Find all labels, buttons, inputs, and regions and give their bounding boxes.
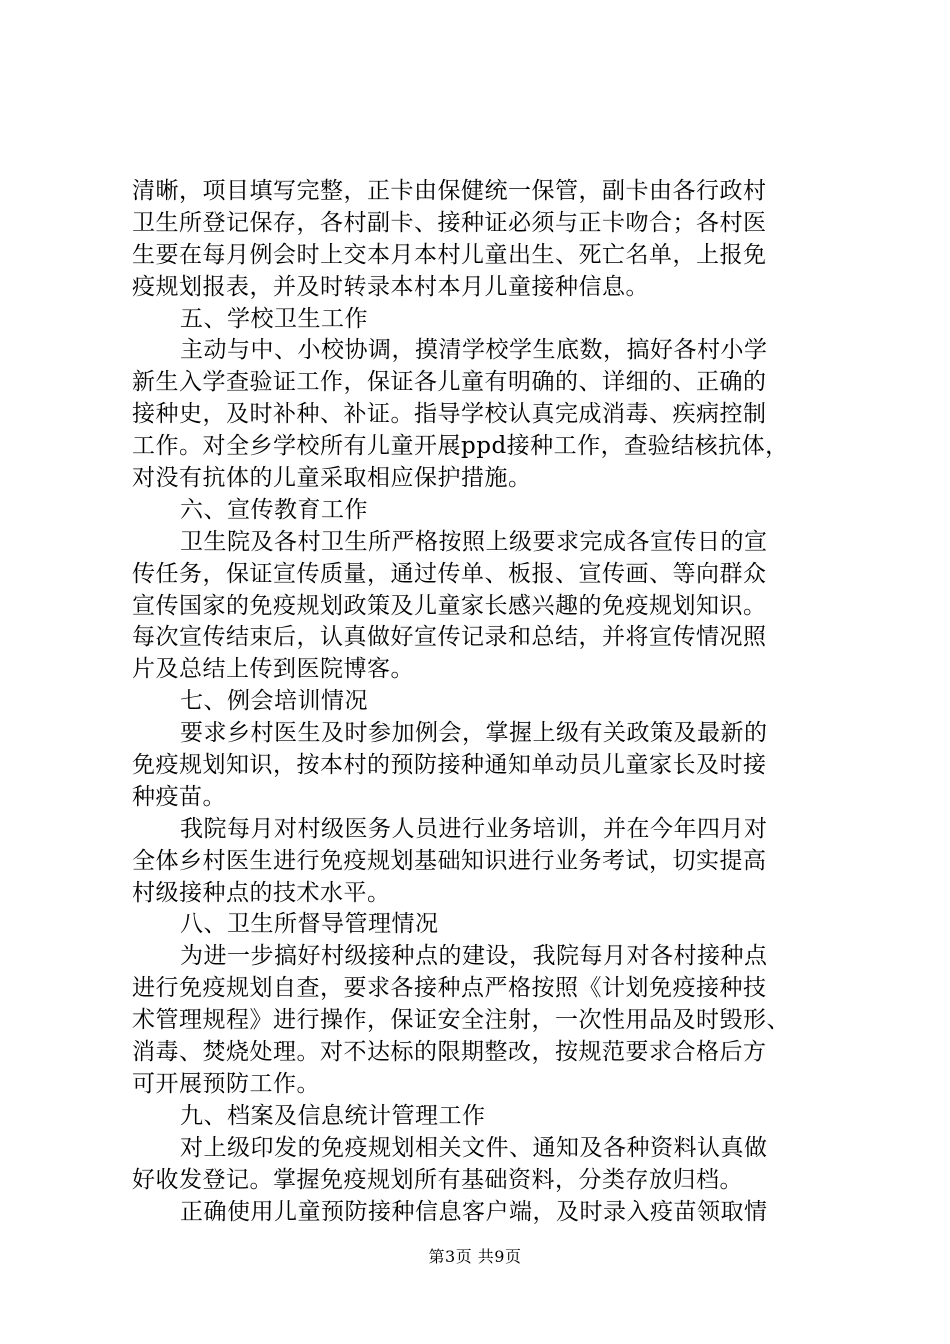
paragraph-line: 工作。对全乡学校所有儿童开展ppd接种工作，查验结核抗体， — [132, 433, 789, 460]
paragraph-line: 新生入学查验证工作，保证各儿童有明确的、详细的、正确的 — [132, 369, 767, 396]
page-footer: 第3页 共9页 — [428, 1247, 522, 1266]
paragraph-line-indented: 九、档案及信息统计管理工作 — [180, 1102, 486, 1129]
paragraph-line: 接种史，及时补种、补证。指导学校认真完成消毒、疾病控制 — [132, 401, 767, 428]
paragraph-line: 免疫规划知识，按本村的预防接种通知单动员儿童家长及时接 — [132, 752, 767, 779]
paragraph-line: 全体乡村医生进行免疫规划基础知识进行业务考试，切实提高 — [132, 847, 767, 874]
paragraph-line: 好收发登记。掌握免疫规划所有基础资料，分类存放归档。 — [132, 1166, 743, 1193]
paragraph-line: 消毒、焚烧处理。对不达标的限期整改，按规范要求合格后方 — [132, 1039, 767, 1066]
document-body — [132, 176, 832, 1228]
paragraph-line-indented: 五、学校卫生工作 — [180, 305, 368, 332]
paragraph-line-indented: 八、卫生所督导管理情况 — [180, 911, 439, 938]
paragraph-line-indented: 六、宣传教育工作 — [180, 496, 368, 523]
paragraph-line: 清晰，项目填写完整，正卡由保健统一保管，副卡由各行政村 — [132, 178, 767, 204]
paragraph-line-indented: 对上级印发的免疫规划相关文件、通知及各种资料认真做 — [180, 1134, 768, 1161]
paragraph-line: 术管理规程》进行操作，保证安全注射，一次性用品及时毁形、 — [132, 1007, 790, 1034]
paragraph-line-indented: 正确使用儿童预防接种信息客户端，及时录入疫苗领取情 — [180, 1198, 768, 1225]
paragraph-line: 片及总结上传到医院博客。 — [132, 656, 414, 683]
paragraph-line: 进行免疫规划自查，要求各接种点严格按照《计划免疫接种技 — [132, 975, 767, 1002]
paragraph-line: 村级接种点的技术水平。 — [132, 879, 391, 906]
paragraph-line: 对没有抗体的儿童采取相应保护措施。 — [132, 465, 532, 492]
paragraph-line-indented: 要求乡村医生及时参加例会，掌握上级有关政策及最新的 — [180, 720, 768, 747]
paragraph-line: 可开展预防工作。 — [132, 1070, 320, 1097]
paragraph-line: 每次宣传结束后，认真做好宣传记录和总结，并将宣传情况照 — [132, 624, 767, 651]
paragraph-line: 卫生所登记保存，各村副卡、接种证必须与正卡吻合；各村医 — [132, 209, 767, 236]
paragraph-line-indented: 为进一步搞好村级接种点的建设，我院每月对各村接种点 — [180, 943, 768, 970]
paragraph-line: 传任务，保证宣传质量，通过传单、板报、宣传画、等向群众 — [132, 560, 767, 587]
paragraph-line: 宣传国家的免疫规划政策及儿童家长感兴趣的免疫规划知识。 — [132, 592, 767, 619]
paragraph-line-indented: 主动与中、小校协调，摸清学校学生底数，搞好各村小学 — [180, 337, 768, 364]
paragraph-line-indented: 七、例会培训情况 — [180, 688, 368, 715]
paragraph-line: 种疫苗。 — [132, 783, 226, 810]
paragraph-line-indented: 我院每月对村级医务人员进行业务培训，并在今年四月对 — [180, 815, 768, 842]
paragraph-line: 生要在每月例会时上交本月本村儿童出生、死亡名单，上报免 — [132, 241, 767, 268]
paragraph-line: 疫规划报表，并及时转录本村本月儿童接种信息。 — [132, 273, 649, 300]
paragraph-line-indented: 卫生院及各村卫生所严格按照上级要求完成各宣传日的宣 — [180, 528, 768, 555]
